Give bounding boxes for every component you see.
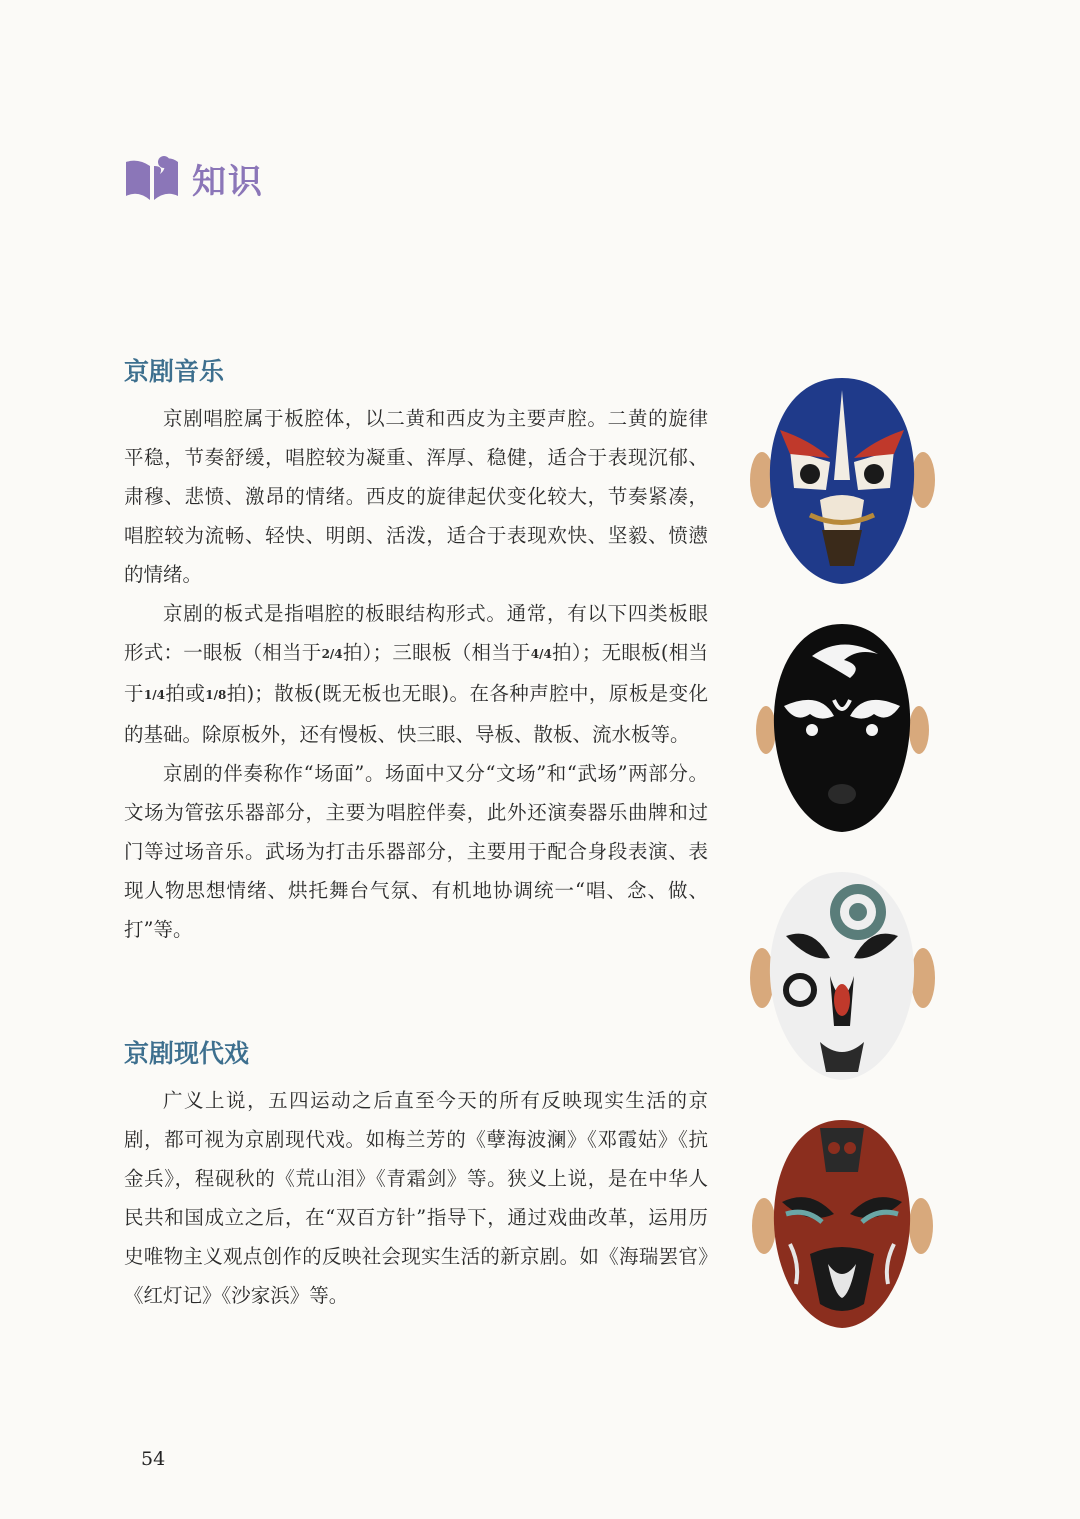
header-title: 知识 <box>192 161 264 202</box>
section-title: 京剧现代戏 <box>124 1039 250 1068</box>
paragraph: 京剧的伴奏称作“场面”。场面中又分“文场”和“武场”两部分。文场为管弦乐器部分，主要为唱腔伴奏，此外还演奏器乐曲牌和过门等过场音乐。武场为打击乐器部分，主要用于配合身段表演、表现人物思想情绪、烘托舞台气氛、有机地协调统一“唱、念、做、打”等。 <box>124 761 708 941</box>
paragraph-banshi: 京剧的板式是指唱腔的板眼结构形式。通常，有以下四类板眼形式：一眼板（相当于2/4拍）；三眼板（相当于4/4拍）；无眼板(相当于1/4拍或1/8拍)；散板(既无板也无眼)。在各种声腔中，原板是变化的基础。除原板外，还有慢板、快三眼、导板、散板、流水板等。 <box>124 601 708 746</box>
fraction: 1/4 <box>143 687 166 702</box>
page-number: 54 <box>141 1448 166 1470</box>
section-title: 京剧音乐 <box>124 357 225 386</box>
red-ornate-opera-mask-image <box>750 1114 935 1334</box>
fraction: 2/4 <box>321 646 343 661</box>
book-icon <box>124 152 180 204</box>
blue-opera-mask-image <box>750 370 935 590</box>
paragraph: 广义上说，五四运动之后直至今天的所有反映现实生活的京剧，都可视为京剧现代戏。如梅兰芳的《孽海波澜》《邓霞姑》《抗金兵》，程砚秋的《荒山泪》《青霜剑》等。狭义上说，是在中华人民共和国成立之后，在“双百方针”指导下，通过戏曲改革，运用历史唯物主义观点创作的反映社会现实生活的新京剧。如《海瑞罢官》《红灯记》《沙家浜》等。 <box>124 1088 708 1307</box>
paragraph: 京剧唱腔属于板腔体，以二黄和西皮为主要声腔。二黄的旋律平稳，节奏舒缓，唱腔较为凝重、浑厚、稳健，适合于表现沉郁、肃穆、悲愤、激昂的情绪。西皮的旋律起伏变化较大，节奏紧凑，唱腔较为流畅、轻快、明朗、活泼，适合于表现欢快、坚毅、愤懑的情绪。 <box>124 406 708 586</box>
fraction: 4/4 <box>530 646 552 661</box>
black-white-opera-mask-image <box>750 618 935 838</box>
section-modern-opera <box>124 1038 708 1315</box>
white-swirl-opera-mask-image <box>750 866 935 1086</box>
opera-masks-column <box>750 370 935 1362</box>
fraction: 1/8 <box>205 687 227 702</box>
section-jingju-music <box>124 356 708 949</box>
section-header <box>124 152 264 204</box>
